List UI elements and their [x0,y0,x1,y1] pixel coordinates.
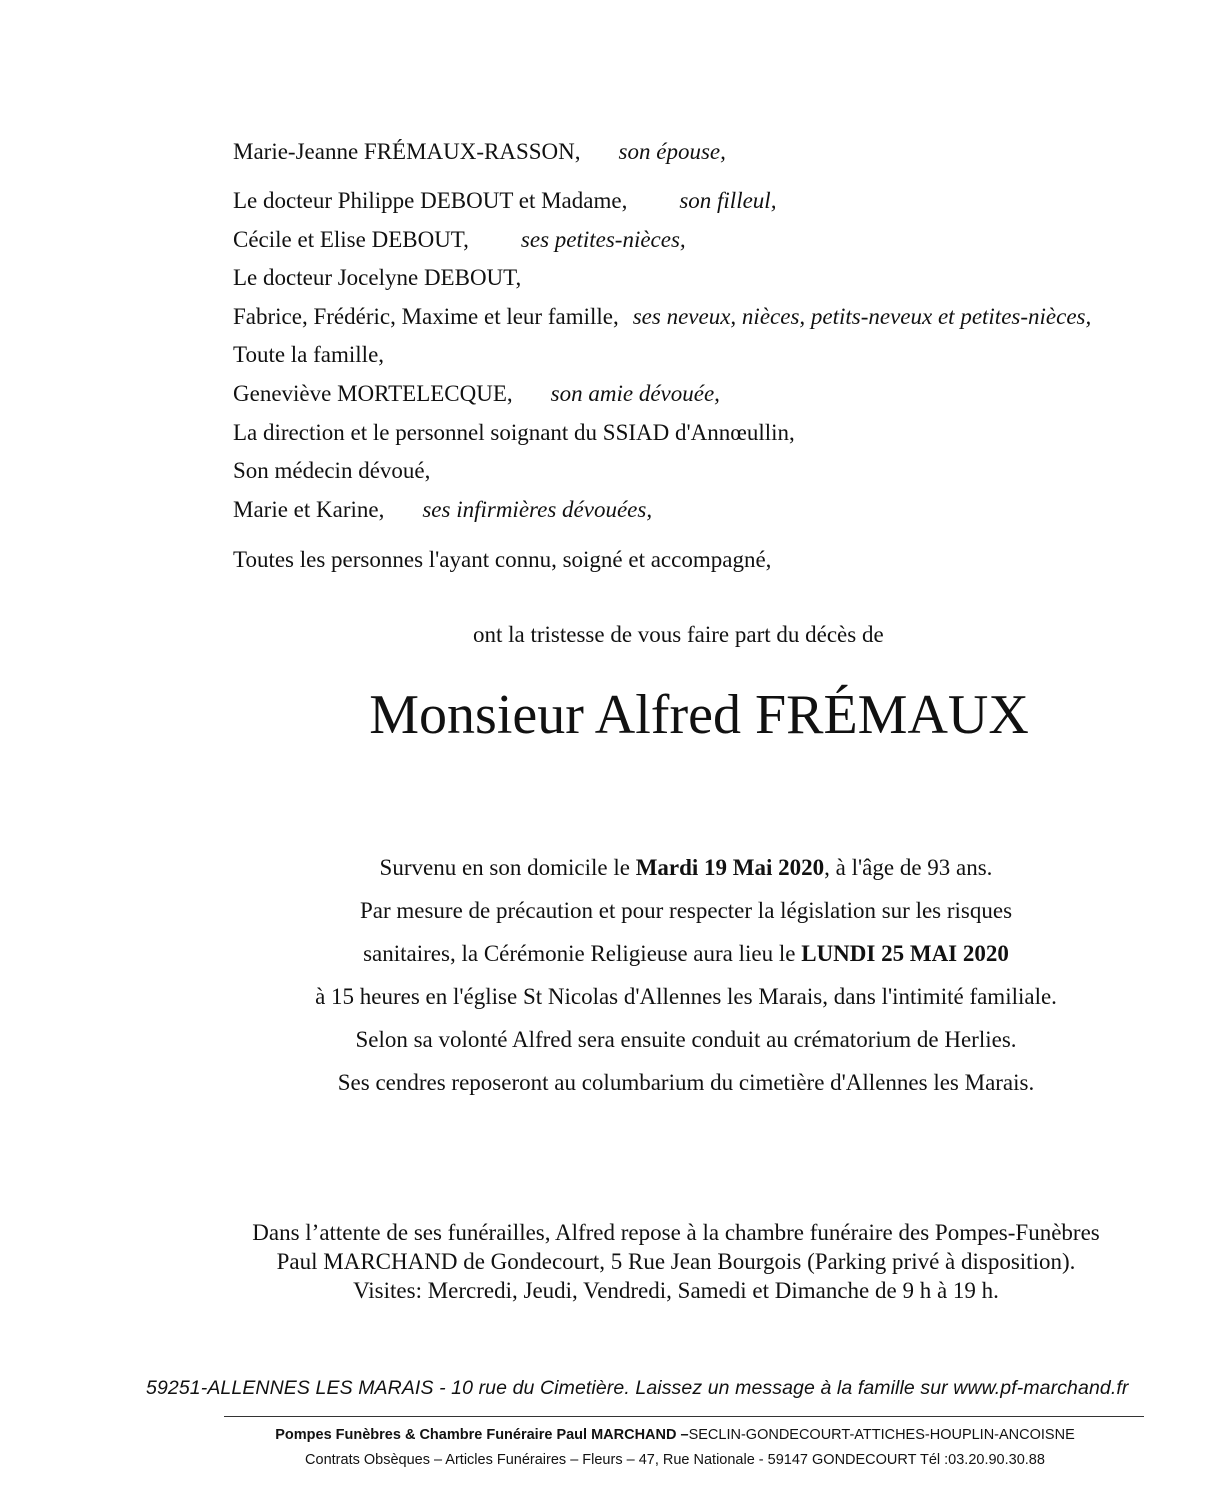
family-line-godson [233,187,776,215]
details-text: , à l'âge de 93 ans. [824,855,993,880]
family-line-nephews [233,303,1091,331]
details-line-death [0,854,1214,882]
details-text: Survenu en son domicile le [379,855,636,880]
footer-company [0,1425,1214,1445]
family-line-ssiad [233,419,795,447]
family-name: Fabrice, Frédéric, Maxime et leur famille, [233,304,619,329]
footer-divider [224,1416,1144,1417]
family-line-doctor [233,457,430,485]
funeral-home-line-1: Dans l’attente de ses funérailles, Alfred repose à la chambre funéraire des Pompes-Funèbres [252,1220,1100,1245]
family-line-nurses [233,496,652,524]
address-line: 59251-ALLENNES LES MARAIS - 10 rue du Cimetière. Laissez un message à la famille sur www.pf-marchand.fr [146,1377,1129,1399]
family-name: Marie et Karine, [233,497,385,522]
family-name: La direction et le personnel soignant du SSIAD d'Annœullin, [233,420,795,445]
details-line-ceremony [0,940,1214,968]
family-role: son amie dévouée, [550,381,720,406]
footer-company-name: Pompes Funèbres & Chambre Funéraire Paul MARCHAND – [275,1427,689,1443]
details-line-precaution: Par mesure de précaution et pour respecter la législation sur les risques [359,898,1013,923]
family-name: Geneviève MORTELECQUE, [233,381,513,406]
details-line-church: à 15 heures en l'église St Nicolas d'Allennes les Marais, dans l'intimité familiale. [315,984,1057,1009]
family-role: son épouse, [618,139,726,164]
details-line-crematorium: Selon sa volonté Alfred sera ensuite conduit au crématorium de Herlies. [355,1027,1017,1052]
details-text: sanitaires, la Cérémonie Religieuse aura lieu le [363,941,802,966]
family-role: ses neveux, nièces, petits-neveux et petites-nièces, [632,304,1092,329]
family-role: ses infirmières dévouées, [422,497,653,522]
family-name: Le docteur Philippe DEBOUT et Madame, [233,188,628,213]
footer-services: Contrats Obsèques – Articles Funéraires – Fleurs – 47, Rue Nationale - 59147 GONDECOURT Tél :03.20.90.30.88 [305,1452,1045,1468]
family-line-friend [233,380,720,408]
footer-company-towns: SECLIN-GONDECOURT-ATTICHES-HOUPLIN-ANCOISNE [688,1427,1075,1443]
family-name: Marie-Jeanne FRÉMAUX-RASSON, [233,139,581,164]
funeral-home-line-2: Paul MARCHAND de Gondecourt, 5 Rue Jean Bourgois (Parking privé à disposition). [276,1249,1076,1274]
family-line-jocelyne [233,264,521,292]
funeral-home-visits: Visites: Mercredi, Jeudi, Vendredi, Samedi et Dimanche de 9 h à 19 h. [353,1278,999,1303]
details-line-columbarium: Ses cendres reposeront au columbarium du cimetière d'Allennes les Marais. [337,1070,1035,1095]
family-line-everyone [233,546,771,574]
family-line-grandnieces [233,226,686,254]
family-name: Cécile et Elise DEBOUT, [233,227,469,252]
family-role: ses petites-nièces, [520,227,686,252]
deceased-name: Monsieur Alfred FRÉMAUX [369,684,1029,746]
family-name: Toutes les personnes l'ayant connu, soigné et accompagné, [233,547,772,572]
death-date: Mardi 19 Mai 2020 [635,855,825,880]
family-line-whole-family [233,341,384,369]
family-name: Toute la famille, [233,342,385,367]
family-role: son filleul, [679,188,777,213]
announcement-intro: ont la tristesse de vous faire part du décès de [473,622,884,647]
family-name: Le docteur Jocelyne DEBOUT, [233,265,522,290]
family-name: Son médecin dévoué, [233,458,431,483]
ceremony-date: LUNDI 25 MAI 2020 [801,941,1009,966]
family-line-spouse [233,138,726,166]
